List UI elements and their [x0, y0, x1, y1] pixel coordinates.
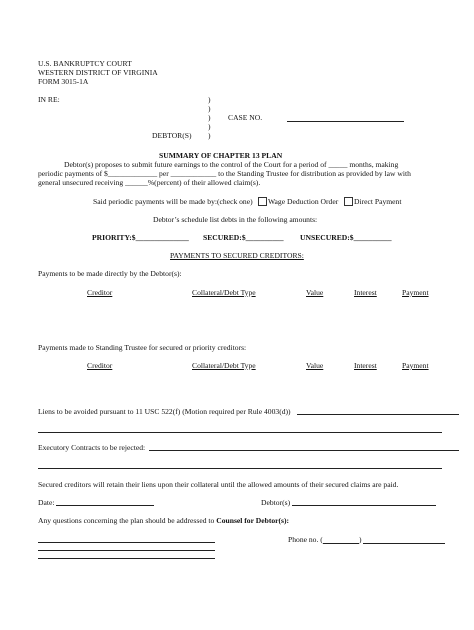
counsel-name-field[interactable] [38, 542, 215, 543]
caption-paren: ) [208, 104, 211, 113]
column-value: Value [306, 361, 324, 370]
column-collateral: Collateral/Debt Type [192, 361, 256, 370]
column-interest: Interest [354, 288, 377, 297]
phone-close-paren: ) [359, 535, 362, 544]
court-name: U.S. BANKRUPTCY COURT [38, 59, 132, 68]
form-number: FORM 3015-1A [38, 77, 89, 86]
column-payment: Payment [402, 288, 429, 297]
phone-number-field[interactable] [363, 543, 445, 544]
column-creditor: Creditor [87, 288, 113, 297]
intro-line-2: periodic payments of $_____________ per ____________ to the Standing Trustee for distribution as provided by law with [38, 169, 411, 178]
column-creditor: Creditor [87, 361, 113, 370]
column-collateral: Collateral/Debt Type [192, 288, 256, 297]
counsel-address-field-2[interactable] [38, 558, 215, 559]
questions-note [38, 517, 289, 525]
retain-liens-note: Secured creditors will retain their liens upon their collateral until the allowed amounts of their secured claims are paid. [38, 480, 399, 489]
unsecured-amount: UNSECURED:$__________ [300, 233, 392, 242]
priority-amount: PRIORITY:$______________ [92, 233, 189, 242]
document-title: SUMMARY OF CHAPTER 13 PLAN [159, 151, 283, 160]
counsel-label: Counsel for Debtor(s): [216, 516, 290, 525]
intro-line-1: Debtor(s) proposes to submit future earnings to the control of the Court for a period of _____ months, making [64, 160, 399, 169]
counsel-address-field[interactable] [38, 550, 215, 551]
debtors-signature-field[interactable] [292, 505, 436, 506]
executory-contracts-label: Executory Contracts to be rejected: [38, 443, 146, 452]
phone-area-code-field[interactable] [323, 543, 359, 544]
executory-contracts-field[interactable] [149, 450, 459, 451]
column-payment: Payment [402, 361, 429, 370]
case-number-field[interactable] [287, 121, 404, 122]
secured-creditors-heading: PAYMENTS TO SECURED CREDITORS: [170, 251, 304, 260]
direct-payment-label: Direct Payment [354, 197, 402, 206]
liens-field-line-2[interactable] [38, 432, 442, 433]
direct-payments-label: Payments to be made directly by the Debtor(s): [38, 269, 182, 278]
payment-method-label: Said periodic payments will be made by:(check one) [93, 197, 253, 206]
liens-label: Liens to be avoided pursuant to 11 USC 522(f) (Motion required per Rule 4003(d)) [38, 407, 291, 416]
phone-label: Phone no. ( [288, 535, 323, 544]
debtors-label: DEBTOR(S) [152, 131, 192, 140]
wage-deduction-label: Wage Deduction Order [268, 197, 339, 206]
secured-amount: SECURED:$__________ [203, 233, 284, 242]
caption-paren: ) [208, 122, 211, 131]
debtors-signature-label: Debtor(s) [261, 498, 291, 507]
caption-paren: ) [208, 113, 211, 122]
questions-text: Any questions concerning the plan should be addressed to [38, 516, 217, 525]
column-value: Value [306, 288, 324, 297]
wage-deduction-checkbox[interactable] [258, 197, 267, 206]
column-interest: Interest [354, 361, 377, 370]
date-field[interactable] [56, 505, 154, 506]
executory-contracts-field-line-2[interactable] [38, 468, 442, 469]
schedule-note: Debtor’s schedule list debts in the following amounts: [153, 215, 318, 224]
date-label: Date: [38, 498, 55, 507]
caption-paren: ) [208, 95, 211, 104]
caption-paren: ) [208, 131, 211, 140]
intro-line-3: general unsecured receiving ______%(percent) of their allowed claim(s). [38, 178, 261, 187]
district-name: WESTERN DISTRICT OF VIRGINIA [38, 68, 158, 77]
in-re-label: IN RE: [38, 95, 60, 104]
trustee-payments-label: Payments made to Standing Trustee for secured or priority creditors: [38, 343, 247, 352]
case-number-label: CASE NO. [228, 113, 263, 122]
liens-field[interactable] [297, 414, 459, 415]
direct-payment-checkbox[interactable] [344, 197, 353, 206]
